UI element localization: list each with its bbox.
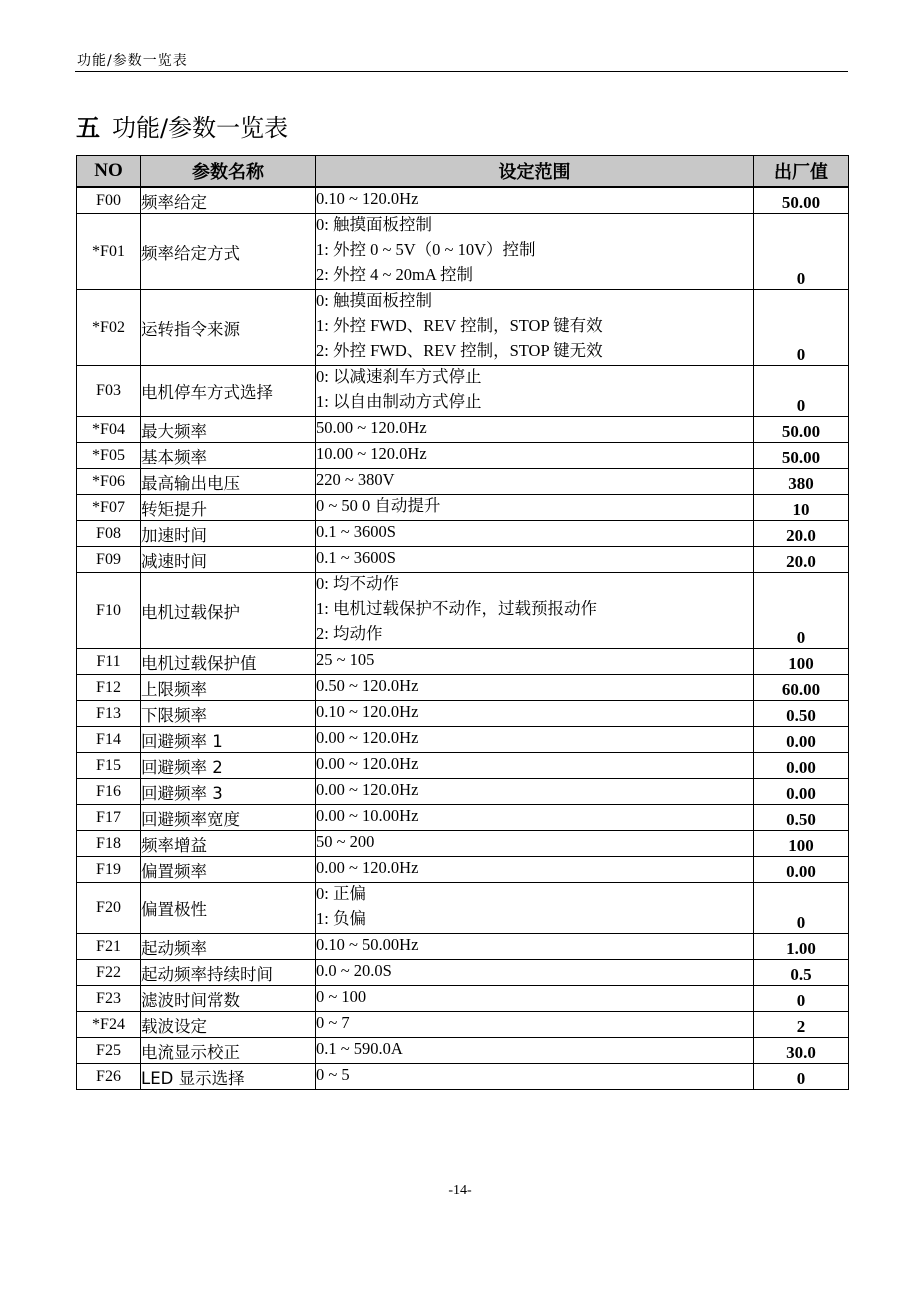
param-range-line: 2: 均动作 — [316, 624, 383, 643]
param-name: 偏置频率 — [141, 857, 316, 883]
param-range — [316, 417, 754, 443]
table-row — [77, 187, 849, 214]
param-range-line: 0.00 ~ 10.00Hz — [316, 806, 419, 825]
param-range-line: 10.00 ~ 120.0Hz — [316, 444, 427, 463]
param-range — [316, 701, 754, 727]
param-no: F14 — [77, 727, 141, 753]
param-no: F19 — [77, 857, 141, 883]
param-range-line: 0.10 ~ 120.0Hz — [316, 702, 419, 721]
param-range-line: 0.00 ~ 120.0Hz — [316, 754, 419, 773]
param-range-line: 0.1 ~ 590.0A — [316, 1039, 403, 1058]
param-name: 电机停车方式选择 — [141, 366, 316, 417]
page-number: -14- — [448, 1183, 472, 1198]
param-no: F22 — [77, 960, 141, 986]
param-default: 50.00 — [754, 443, 849, 469]
table-header-row — [77, 156, 849, 188]
param-range-line: 0.00 ~ 120.0Hz — [316, 728, 419, 747]
param-name: 回避频率 2 — [141, 753, 316, 779]
param-range-line: 0.10 ~ 120.0Hz — [316, 189, 419, 208]
param-name: 上限频率 — [141, 675, 316, 701]
param-range-line: 50 ~ 200 — [316, 832, 375, 851]
param-default: 0 — [754, 883, 849, 934]
param-range — [316, 857, 754, 883]
table-row — [77, 727, 849, 753]
param-range-line: 0 ~ 100 — [316, 987, 367, 1006]
param-default: 0 — [754, 366, 849, 417]
param-name: 起动频率 — [141, 934, 316, 960]
param-no: F11 — [77, 649, 141, 675]
param-range-line: 0: 正偏 — [316, 884, 366, 903]
param-name: 回避频率宽度 — [141, 805, 316, 831]
table-row — [77, 214, 849, 290]
table-body — [77, 187, 849, 1090]
table-row — [77, 753, 849, 779]
param-no: *F02 — [77, 290, 141, 366]
param-range-line: 1: 外控 FWD、REV 控制，STOP 键有效 — [316, 316, 603, 335]
table-row — [77, 960, 849, 986]
table-row — [77, 805, 849, 831]
table-row — [77, 883, 849, 934]
param-default: 0.5 — [754, 960, 849, 986]
param-name: 载波设定 — [141, 1012, 316, 1038]
param-range-line: 1: 外控 0 ~ 5V（0 ~ 10V）控制 — [316, 240, 536, 259]
param-range-line: 220 ~ 380V — [316, 470, 395, 489]
table-row — [77, 1038, 849, 1064]
param-range-line: 0: 触摸面板控制 — [316, 215, 432, 234]
table-row — [77, 366, 849, 417]
table-row — [77, 469, 849, 495]
param-range — [316, 1064, 754, 1090]
table-row — [77, 779, 849, 805]
param-range-line: 0.50 ~ 120.0Hz — [316, 676, 419, 695]
param-name: 电机过载保护 — [141, 573, 316, 649]
param-range — [316, 290, 754, 366]
param-range — [316, 495, 754, 521]
param-no: F23 — [77, 986, 141, 1012]
table-row — [77, 443, 849, 469]
param-default: 0.00 — [754, 857, 849, 883]
param-name: 频率给定 — [141, 187, 316, 214]
param-no: F26 — [77, 1064, 141, 1090]
column-header-range: 设定范围 — [316, 156, 754, 188]
param-default: 100 — [754, 649, 849, 675]
param-no: *F05 — [77, 443, 141, 469]
param-range-line: 0.00 ~ 120.0Hz — [316, 858, 419, 877]
param-name: 起动频率持续时间 — [141, 960, 316, 986]
param-range — [316, 727, 754, 753]
param-range-line: 0.10 ~ 50.00Hz — [316, 935, 419, 954]
param-no: F13 — [77, 701, 141, 727]
param-no: F08 — [77, 521, 141, 547]
table-row — [77, 495, 849, 521]
param-default: 50.00 — [754, 187, 849, 214]
param-default: 0 — [754, 573, 849, 649]
param-default: 2 — [754, 1012, 849, 1038]
param-range — [316, 443, 754, 469]
table-row — [77, 701, 849, 727]
param-name: 频率给定方式 — [141, 214, 316, 290]
param-range — [316, 986, 754, 1012]
param-default: 30.0 — [754, 1038, 849, 1064]
param-range-line: 0 ~ 5 — [316, 1065, 350, 1084]
param-range-line: 0: 均不动作 — [316, 574, 399, 593]
param-no: F25 — [77, 1038, 141, 1064]
param-name: 最高输出电压 — [141, 469, 316, 495]
column-header-default: 出厂值 — [754, 156, 849, 188]
param-no: *F07 — [77, 495, 141, 521]
param-range-line: 50.00 ~ 120.0Hz — [316, 418, 427, 437]
param-no: F12 — [77, 675, 141, 701]
table-row — [77, 573, 849, 649]
param-range-line: 0.00 ~ 120.0Hz — [316, 780, 419, 799]
param-range — [316, 469, 754, 495]
table-row — [77, 417, 849, 443]
param-default: 100 — [754, 831, 849, 857]
param-name: 下限频率 — [141, 701, 316, 727]
param-name: 加速时间 — [141, 521, 316, 547]
param-name: 基本频率 — [141, 443, 316, 469]
param-no: *F04 — [77, 417, 141, 443]
param-range — [316, 649, 754, 675]
param-no: *F01 — [77, 214, 141, 290]
table-row — [77, 521, 849, 547]
param-name: 电流显示校正 — [141, 1038, 316, 1064]
param-default: 0 — [754, 986, 849, 1012]
param-range — [316, 934, 754, 960]
param-name: 转矩提升 — [141, 495, 316, 521]
header-rule — [75, 71, 848, 72]
param-default: 20.0 — [754, 521, 849, 547]
table-row — [77, 1012, 849, 1038]
column-header-no: NO — [77, 156, 141, 188]
param-name: 减速时间 — [141, 547, 316, 573]
param-no: F09 — [77, 547, 141, 573]
param-range-line: 0.0 ~ 20.0S — [316, 961, 392, 980]
param-name: 电机过载保护值 — [141, 649, 316, 675]
param-range-line: 0: 以减速刹车方式停止 — [316, 367, 482, 386]
param-default: 0.00 — [754, 727, 849, 753]
param-default: 20.0 — [754, 547, 849, 573]
running-header: 功能/参数一览表 — [77, 53, 188, 69]
param-range — [316, 521, 754, 547]
param-no: F15 — [77, 753, 141, 779]
param-range — [316, 805, 754, 831]
param-range-line: 1: 电机过载保护不动作，过载预报动作 — [316, 599, 597, 618]
param-default: 0 — [754, 214, 849, 290]
table-row — [77, 857, 849, 883]
param-no: F00 — [77, 187, 141, 214]
column-header-name: 参数名称 — [141, 156, 316, 188]
param-no: *F06 — [77, 469, 141, 495]
param-range-line: 1: 负偏 — [316, 909, 366, 928]
section-title-text: 功能/参数一览表 — [112, 114, 289, 142]
param-range — [316, 883, 754, 934]
table-row — [77, 649, 849, 675]
param-range — [316, 214, 754, 290]
param-range — [316, 753, 754, 779]
param-range — [316, 573, 754, 649]
param-name: 偏置极性 — [141, 883, 316, 934]
param-range-line: 2: 外控 FWD、REV 控制，STOP 键无效 — [316, 341, 603, 360]
param-default: 0.50 — [754, 805, 849, 831]
param-no: F20 — [77, 883, 141, 934]
param-range-line: 0 ~ 7 — [316, 1013, 350, 1032]
param-no: F18 — [77, 831, 141, 857]
param-range — [316, 1038, 754, 1064]
param-range — [316, 1012, 754, 1038]
param-range-line: 0: 触摸面板控制 — [316, 291, 432, 310]
param-range — [316, 366, 754, 417]
param-name: 回避频率 3 — [141, 779, 316, 805]
table-row — [77, 547, 849, 573]
param-default: 0 — [754, 1064, 849, 1090]
param-range — [316, 779, 754, 805]
param-default: 0.00 — [754, 779, 849, 805]
param-name: 运转指令来源 — [141, 290, 316, 366]
table-row — [77, 831, 849, 857]
table-row — [77, 1064, 849, 1090]
table-row — [77, 986, 849, 1012]
param-range — [316, 547, 754, 573]
param-range-line: 0.1 ~ 3600S — [316, 548, 396, 567]
param-default: 50.00 — [754, 417, 849, 443]
param-name: 回避频率 1 — [141, 727, 316, 753]
param-name: LED 显示选择 — [141, 1064, 316, 1090]
param-range-line: 25 ~ 105 — [316, 650, 375, 669]
param-default: 0.00 — [754, 753, 849, 779]
table-row — [77, 934, 849, 960]
param-range-line: 2: 外控 4 ~ 20mA 控制 — [316, 265, 473, 284]
section-title — [76, 108, 288, 143]
param-range — [316, 675, 754, 701]
table-row — [77, 290, 849, 366]
param-no: F03 — [77, 366, 141, 417]
param-default: 60.00 — [754, 675, 849, 701]
param-no: F21 — [77, 934, 141, 960]
param-default: 0.50 — [754, 701, 849, 727]
param-default: 1.00 — [754, 934, 849, 960]
param-range-line: 0.1 ~ 3600S — [316, 522, 396, 541]
param-default: 0 — [754, 290, 849, 366]
param-name: 最大频率 — [141, 417, 316, 443]
table-row — [77, 675, 849, 701]
param-name: 滤波时间常数 — [141, 986, 316, 1012]
param-range — [316, 831, 754, 857]
param-default: 10 — [754, 495, 849, 521]
parameter-table — [76, 155, 849, 1090]
param-range-line: 0 ~ 50 0 自动提升 — [316, 496, 441, 515]
param-no: F10 — [77, 573, 141, 649]
section-number: 五 — [76, 114, 100, 142]
param-default: 380 — [754, 469, 849, 495]
param-range-line: 1: 以自由制动方式停止 — [316, 392, 482, 411]
param-no: *F24 — [77, 1012, 141, 1038]
param-range — [316, 187, 754, 214]
param-no: F16 — [77, 779, 141, 805]
param-name: 频率增益 — [141, 831, 316, 857]
param-range — [316, 960, 754, 986]
param-no: F17 — [77, 805, 141, 831]
